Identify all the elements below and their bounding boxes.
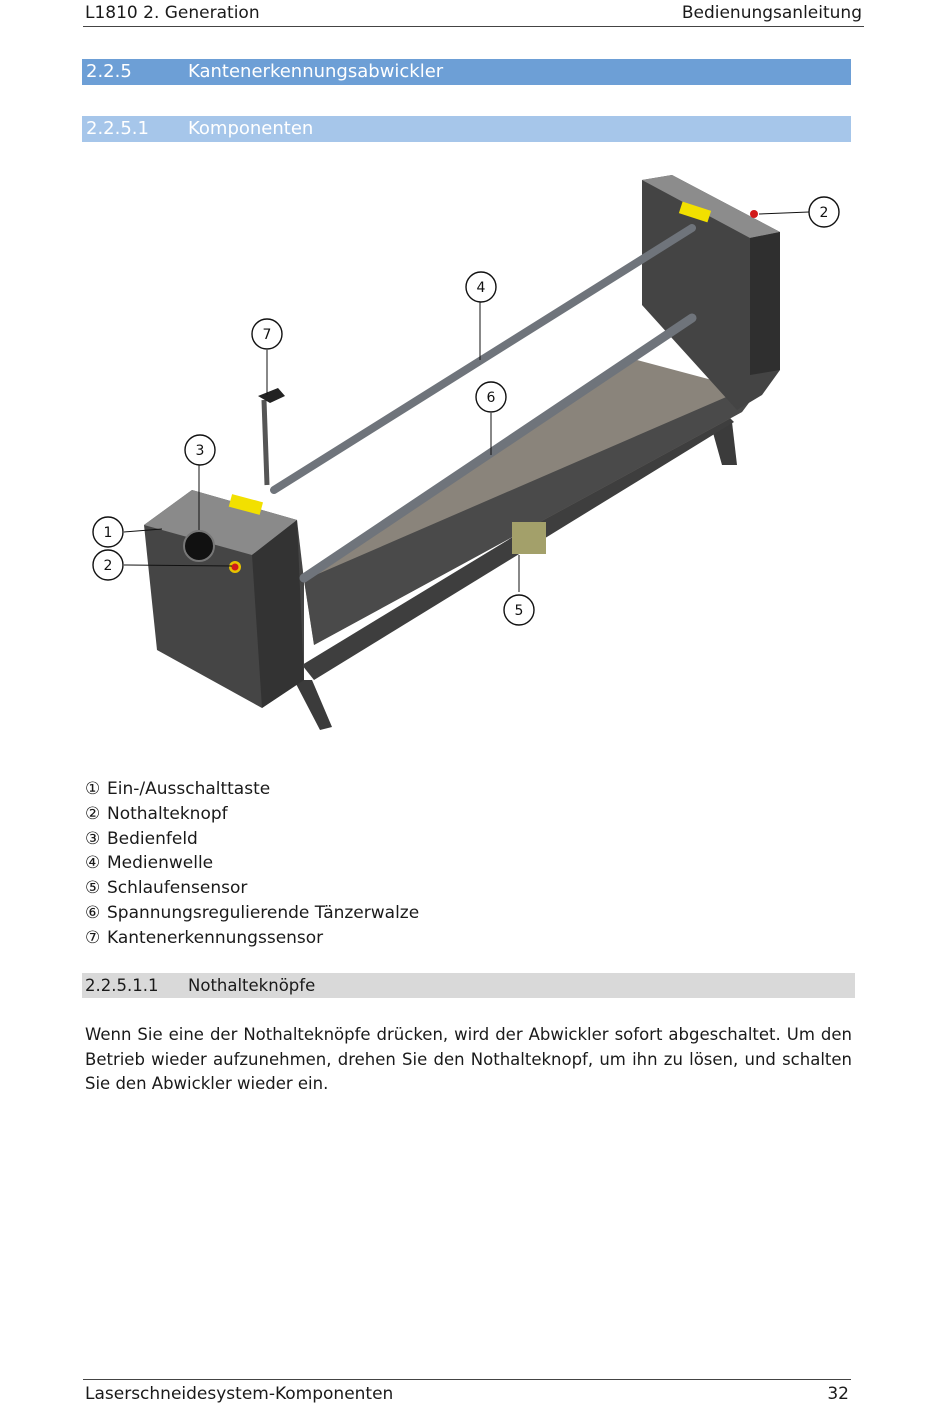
legend-label: Schlaufensensor [107, 878, 248, 899]
callout-2-left [93, 550, 123, 580]
legend-item [85, 777, 419, 802]
legend-marker: ① [85, 779, 101, 799]
legend-marker: ⑤ [85, 878, 101, 899]
svg-text:4: 4 [476, 280, 486, 296]
legend-label: Nothalteknopf [107, 803, 228, 824]
legend-item [85, 901, 419, 926]
legend-marker: ⑦ [85, 927, 101, 948]
svg-text:1: 1 [103, 525, 113, 541]
legend-marker: ② [85, 803, 101, 824]
right-emergency-stop [750, 210, 758, 218]
subsubsection-title: Nothalteknöpfe [188, 976, 316, 995]
subsection-title: Komponenten [188, 118, 314, 139]
legend-marker: ⑥ [85, 902, 101, 923]
callout-1 [93, 517, 123, 547]
callout-3 [185, 435, 215, 465]
section-heading [82, 59, 851, 85]
emergency-stop-paragraph: Wenn Sie eine der Nothalteknöpfe drücken, wird der Abwickler sofort abgeschaltet. Um den Betrieb wieder aufzunehmen, drehen Sie den Nothalteknopf, um ihn zu lösen, und schalten Sie den Abwickler wieder ein. [85, 1025, 852, 1094]
subsection-heading [82, 116, 851, 142]
header-rule [83, 26, 864, 27]
callout-7 [252, 319, 282, 349]
svg-text:7: 7 [262, 327, 272, 343]
section-title: Kantenerkennungsabwickler [188, 61, 444, 82]
legend-item [85, 827, 419, 852]
subsection-number: 2.2.5.1 [86, 118, 149, 139]
svg-text:6: 6 [486, 390, 496, 406]
callout-4 [466, 272, 496, 302]
legend-item [85, 926, 419, 951]
legend-marker: ③ [85, 828, 101, 849]
component-legend [85, 777, 419, 951]
edge-sensor-post [264, 400, 267, 485]
header-document-type: Bedienungsanleitung [681, 3, 862, 23]
control-panel-dial [184, 531, 214, 561]
callout-6 [476, 382, 506, 412]
legend-label: Medienwelle [107, 853, 214, 874]
legend-item [85, 876, 419, 901]
loop-sensor [512, 522, 546, 554]
callout-2-right [809, 197, 839, 227]
subsubsection-heading [82, 973, 855, 998]
unwinder-illustration [82, 160, 872, 760]
svg-text:5: 5 [514, 603, 524, 619]
footer-rule [83, 1379, 851, 1380]
right-cabinet-side [750, 232, 780, 375]
svg-text:2: 2 [819, 205, 829, 221]
page-number: 32 [827, 1384, 849, 1404]
left-leg [294, 680, 332, 730]
header-document-title: L1810 2. Generation [85, 3, 260, 23]
unwinder-drawing [82, 160, 872, 760]
footer-chapter: Laserschneidesystem-Komponenten [85, 1384, 394, 1404]
left-emergency-stop [232, 564, 239, 571]
section-number: 2.2.5 [86, 61, 132, 82]
svg-text:3: 3 [195, 443, 205, 459]
legend-item [85, 851, 419, 876]
legend-label: Bedienfeld [107, 828, 198, 849]
legend-label: Kantenerkennungssensor [107, 927, 324, 948]
legend-label: Spannungsregulierende Tänzerwalze [107, 902, 420, 923]
legend-item [85, 802, 419, 827]
callout-5 [504, 595, 534, 625]
legend-label: Ein-/Ausschalttaste [107, 779, 271, 799]
svg-text:2: 2 [103, 558, 113, 574]
subsubsection-number: 2.2.5.1.1 [85, 976, 159, 995]
legend-marker: ④ [85, 853, 101, 874]
